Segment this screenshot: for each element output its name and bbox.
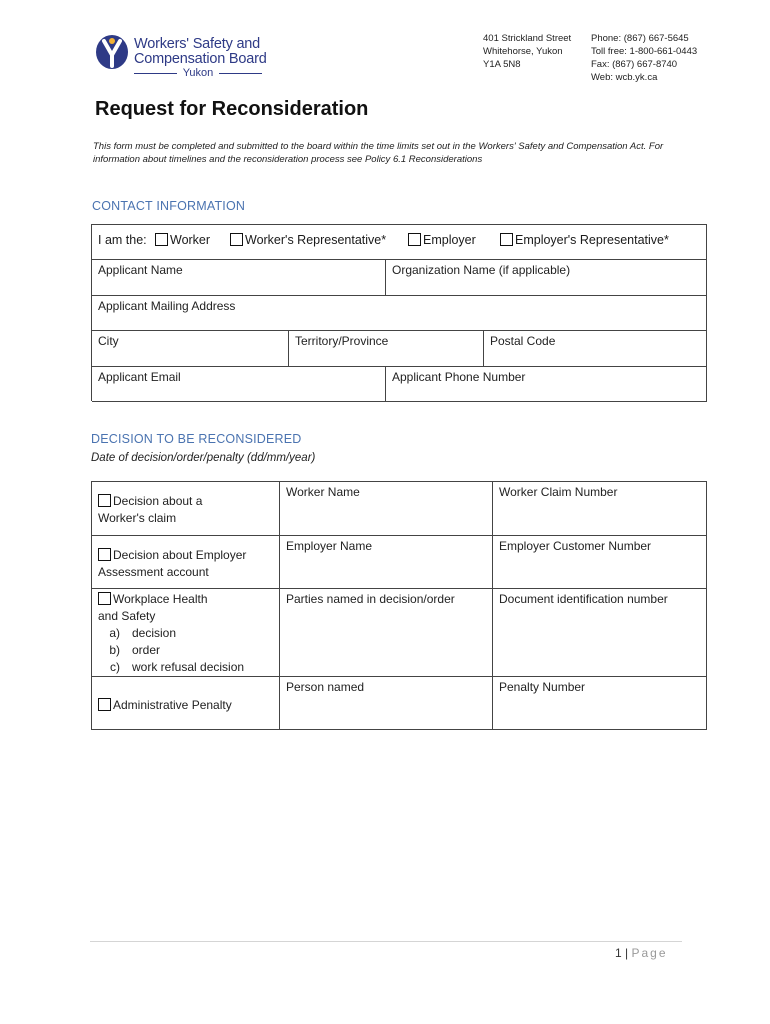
option-label: Workplace Health bbox=[113, 592, 208, 606]
parties-named-field[interactable] bbox=[280, 589, 493, 677]
page-separator: | bbox=[625, 946, 629, 960]
role-worker-representative-option[interactable] bbox=[230, 233, 386, 247]
employer-customer-number-field[interactable] bbox=[493, 536, 707, 589]
role-employer-representative-option[interactable] bbox=[500, 233, 669, 247]
list-marker: c) bbox=[110, 660, 120, 674]
email-field[interactable] bbox=[92, 367, 386, 402]
contact-table bbox=[91, 224, 707, 401]
person-named-label: Person named bbox=[286, 680, 365, 694]
list-marker: a) bbox=[109, 626, 120, 640]
role-label: Worker's Representative* bbox=[245, 233, 387, 247]
checkbox-icon[interactable] bbox=[408, 233, 421, 246]
mailing-address-block bbox=[483, 32, 571, 71]
applicant-name-label: Applicant Name bbox=[98, 263, 183, 277]
option-label: Assessment account bbox=[98, 565, 209, 579]
logo-rule-right bbox=[219, 73, 262, 74]
worker-name-label: Worker Name bbox=[286, 485, 360, 499]
page-word: Page bbox=[631, 946, 668, 960]
option-label: Decision about a bbox=[113, 494, 203, 508]
mailing-address-field[interactable] bbox=[92, 296, 707, 331]
contact-section-heading: CONTACT INFORMATION bbox=[92, 199, 246, 213]
option-label: Administrative Penalty bbox=[113, 698, 232, 712]
territory-field[interactable] bbox=[289, 331, 484, 367]
whs-subtype-list bbox=[98, 625, 244, 676]
employer-customer-number-label: Employer Customer Number bbox=[499, 539, 652, 553]
employer-name-field[interactable] bbox=[280, 536, 493, 589]
option-label: Worker's claim bbox=[98, 511, 177, 525]
worker-claim-number-field[interactable] bbox=[493, 482, 707, 536]
worker-name-field[interactable] bbox=[280, 482, 493, 536]
org-territory: Yukon bbox=[182, 67, 214, 79]
worker-claim-number-label: Worker Claim Number bbox=[499, 485, 618, 499]
decision-section-heading: DECISION TO BE RECONSIDERED bbox=[91, 432, 302, 446]
checkbox-icon[interactable] bbox=[230, 233, 243, 246]
list-item bbox=[98, 642, 244, 659]
role-label: Employer bbox=[423, 233, 476, 247]
decision-worker-claim-option[interactable] bbox=[98, 493, 202, 527]
postal-code-label: Postal Code bbox=[490, 334, 556, 348]
list-marker: b) bbox=[109, 643, 120, 657]
checkbox-icon[interactable] bbox=[98, 494, 111, 507]
address-line: Whitehorse, Yukon bbox=[483, 46, 563, 57]
option-label: and Safety bbox=[98, 609, 156, 623]
checkbox-icon[interactable] bbox=[155, 233, 168, 246]
organization-name-field[interactable] bbox=[386, 260, 707, 296]
org-name-line1: Workers' Safety and bbox=[134, 36, 261, 52]
checkbox-icon[interactable] bbox=[98, 548, 111, 561]
intro-text: This form must be completed and submitted to the board within the time limits set out in the Workers' Safety and Compensation Act. For information about timelines and the reconsideration process see Policy 6.1 Reconsiderations bbox=[93, 141, 664, 165]
decision-date-instruction: Date of decision/order/penalty (dd/mm/year) bbox=[91, 452, 316, 464]
wcb-logo-icon bbox=[94, 33, 130, 71]
option-label: Decision about Employer bbox=[113, 548, 247, 562]
decision-administrative-penalty-option[interactable] bbox=[98, 697, 232, 714]
list-item bbox=[98, 659, 244, 676]
role-label: Worker bbox=[170, 233, 211, 247]
document-id-field[interactable] bbox=[493, 589, 707, 677]
page-title: Request for Reconsideration bbox=[95, 98, 369, 120]
org-name-line2: Compensation Board bbox=[134, 51, 267, 67]
phone-field[interactable] bbox=[386, 367, 707, 402]
contact-block bbox=[591, 32, 697, 84]
applicant-name-field[interactable] bbox=[92, 260, 386, 296]
contact-line: Web: wcb.yk.ca bbox=[591, 72, 658, 83]
list-item bbox=[98, 625, 244, 642]
contact-line: Phone: (867) 667-5645 bbox=[591, 33, 689, 44]
penalty-number-label: Penalty Number bbox=[499, 680, 586, 694]
city-label: City bbox=[98, 334, 119, 348]
role-employer-option[interactable] bbox=[408, 233, 476, 247]
employer-name-label: Employer Name bbox=[286, 539, 373, 553]
logo-rule-left bbox=[134, 73, 177, 74]
city-field[interactable] bbox=[92, 331, 289, 367]
list-text: work refusal decision bbox=[132, 660, 245, 674]
list-text: order bbox=[132, 643, 161, 657]
checkbox-icon[interactable] bbox=[98, 698, 111, 711]
address-line: 401 Strickland Street bbox=[483, 33, 572, 44]
org-name-line3 bbox=[134, 67, 262, 79]
phone-label: Applicant Phone Number bbox=[392, 370, 526, 384]
postal-code-field[interactable] bbox=[484, 331, 707, 367]
page-number: 1 bbox=[615, 946, 622, 960]
wcb-logo bbox=[94, 30, 274, 82]
footer-divider bbox=[90, 941, 682, 942]
decision-employer-assessment-option[interactable] bbox=[98, 547, 246, 581]
territory-label: Territory/Province bbox=[295, 334, 389, 348]
role-worker-option[interactable] bbox=[155, 233, 210, 247]
organization-name-label: Organization Name (if applicable) bbox=[392, 263, 571, 277]
decision-workplace-health-safety-option[interactable] bbox=[98, 591, 244, 676]
checkbox-icon[interactable] bbox=[98, 592, 111, 605]
page-footer bbox=[615, 946, 668, 960]
role-label: Employer's Representative* bbox=[515, 233, 669, 247]
mailing-address-label: Applicant Mailing Address bbox=[98, 299, 236, 313]
email-label: Applicant Email bbox=[98, 370, 181, 384]
parties-named-label: Parties named in decision/order bbox=[286, 592, 455, 606]
address-line: Y1A 5N8 bbox=[483, 59, 521, 70]
document-id-label: Document identification number bbox=[499, 592, 668, 606]
checkbox-icon[interactable] bbox=[500, 233, 513, 246]
contact-line: Fax: (867) 667-8740 bbox=[591, 59, 678, 70]
person-named-field[interactable] bbox=[280, 677, 493, 730]
i-am-the-label: I am the: bbox=[98, 233, 147, 247]
penalty-number-field[interactable] bbox=[493, 677, 707, 730]
contact-line: Toll free: 1-800-661-0443 bbox=[591, 46, 698, 57]
list-text: decision bbox=[132, 626, 177, 640]
